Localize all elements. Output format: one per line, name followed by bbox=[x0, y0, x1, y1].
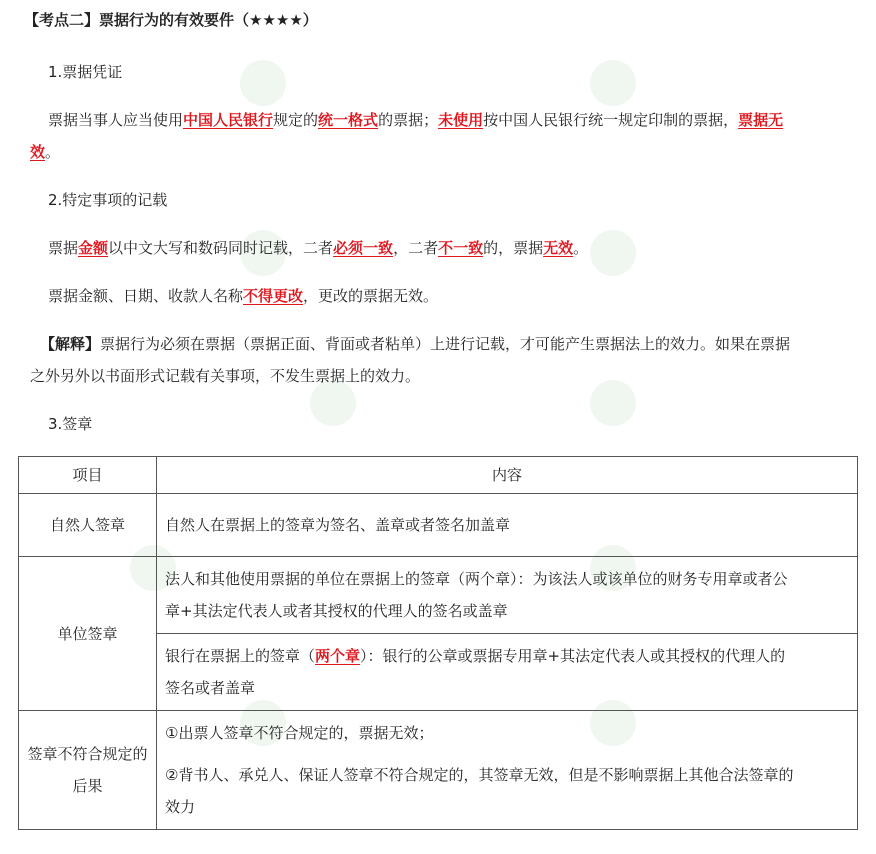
row3-content: ①出票人签章不符合规定的，票据无效； ②背书人、承兑人、保证人签章不符合规定的，其签章无效，但是不影响票据上其他合法签章的 效力 bbox=[157, 711, 858, 830]
header-item: 项目 bbox=[19, 457, 157, 494]
table-row bbox=[19, 557, 858, 634]
row2-content-1: 法人和其他使用票据的单位在票据上的签章（两个章）：为该法人或该单位的财务专用章或者公 章+其法定代表人或者其授权的代理人的签名或盖章 bbox=[157, 557, 858, 634]
watermark-logo bbox=[590, 230, 636, 276]
explanation-line1: 【解释】票据行为必须在票据（票据正面、背面或者粘单）上进行记载，才可能产生票据法上的效力。如果在票据 bbox=[40, 335, 791, 353]
table-header-row bbox=[19, 457, 858, 494]
table-row bbox=[19, 494, 858, 557]
row2-item: 单位签章 bbox=[19, 557, 157, 711]
paragraph-3: 票据金额、日期、收款人名称不得更改，更改的票据无效。 bbox=[48, 287, 439, 305]
heading-1: 1.票据凭证 bbox=[48, 63, 123, 81]
signature-table bbox=[18, 456, 858, 830]
paragraph-2: 票据金额以中文大写和数码同时记载，二者必须一致，二者不一致的，票据无效。 bbox=[48, 239, 589, 257]
row3-item: 签章不符合规定的 后果 bbox=[19, 711, 157, 830]
row2-content-2: 银行在票据上的签章（两个章）：银行的公章或票据专用章+其法定代表人或其授权的代理人的 签名或者盖章 bbox=[157, 634, 858, 711]
watermark-logo bbox=[590, 60, 636, 106]
row1-content: 自然人在票据上的签章为签名、盖章或者签名加盖章 bbox=[157, 494, 858, 557]
watermark-logo bbox=[240, 60, 286, 106]
heading-2: 2.特定事项的记载 bbox=[48, 191, 168, 209]
explanation-line2: 之外另外以书面形式记载有关事项，不发生票据上的效力。 bbox=[30, 367, 421, 385]
paragraph-1-line2: 效。 bbox=[30, 143, 61, 161]
header-content: 内容 bbox=[157, 457, 858, 494]
paragraph-1-line1: 票据当事人应当使用中国人民银行规定的统一格式的票据；未使用按中国人民银行统一规定印制的票据，票据无 bbox=[48, 111, 784, 129]
table-row bbox=[19, 711, 858, 830]
watermark-logo bbox=[590, 380, 636, 426]
row1-item: 自然人签章 bbox=[19, 494, 157, 557]
section-title: 【考点二】票据行为的有效要件（★★★★） bbox=[24, 11, 318, 29]
heading-3: 3.签章 bbox=[48, 415, 93, 433]
